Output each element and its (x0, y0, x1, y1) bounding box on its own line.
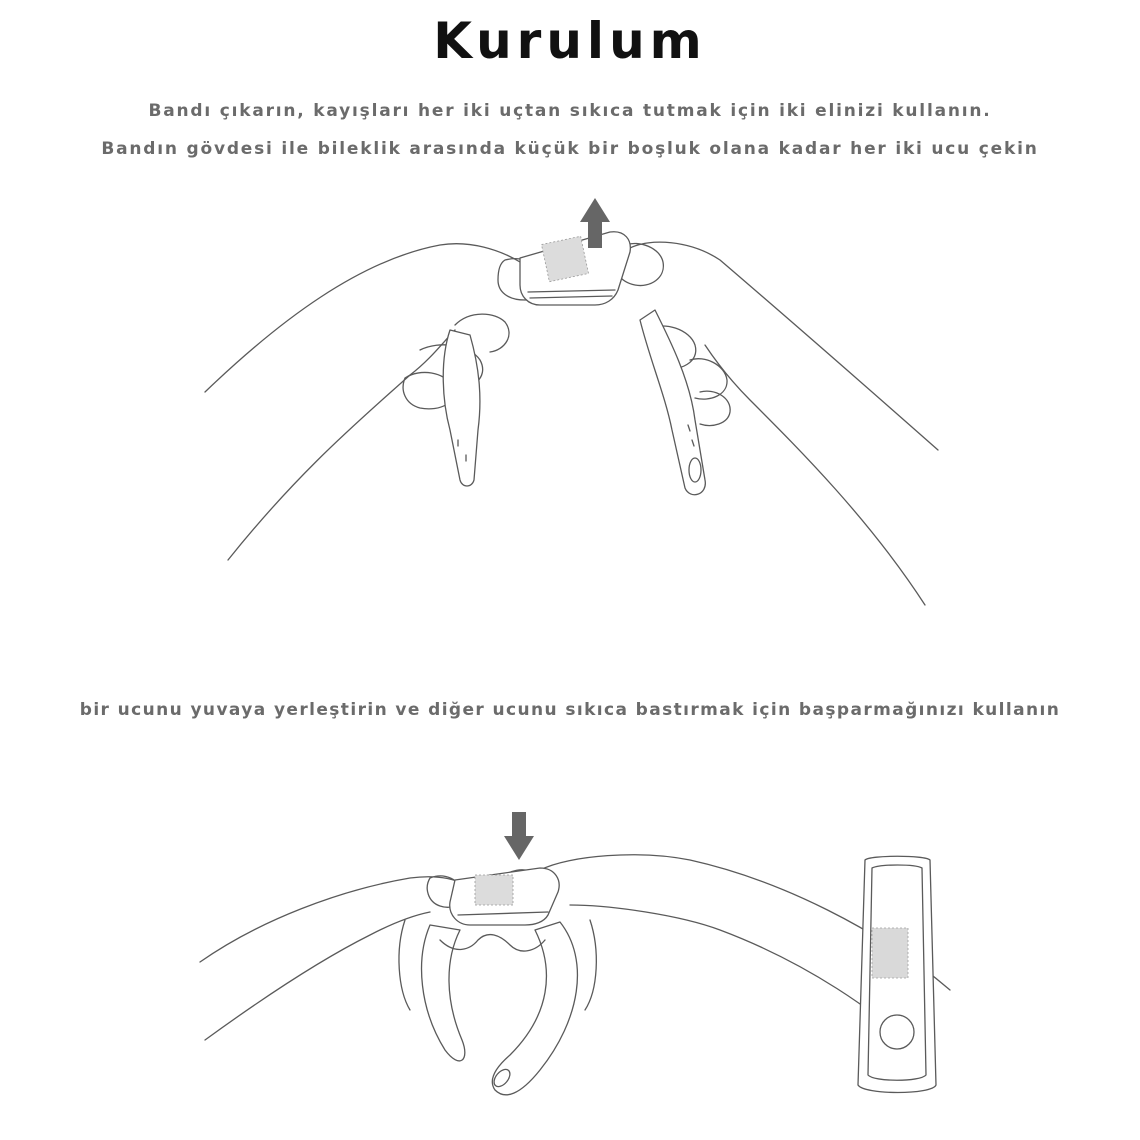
tracker-band-front-view (858, 856, 936, 1092)
step1-instruction-line2: Bandın gövdesi ile bileklik arasında küçük bir boşluk olana kadar her iki ucu çekin (101, 139, 1039, 159)
page-title: Kurulum (433, 12, 707, 70)
illustration-insert-tracker (200, 812, 950, 1095)
step2-instruction-line1: bir ucunu yuvaya yerleştirin ve diğer ucunu sıkıca bastırmak için başparmağınızı kullanın (79, 700, 1061, 720)
step1-instruction-line1: Bandı çıkarın, kayışları her iki uçtan sıkıca tutmak için iki elinizi kullanın. (148, 101, 992, 121)
illustration-remove-tracker (205, 198, 938, 605)
arrow-down-icon (504, 812, 534, 860)
tracker-screen (872, 928, 908, 978)
